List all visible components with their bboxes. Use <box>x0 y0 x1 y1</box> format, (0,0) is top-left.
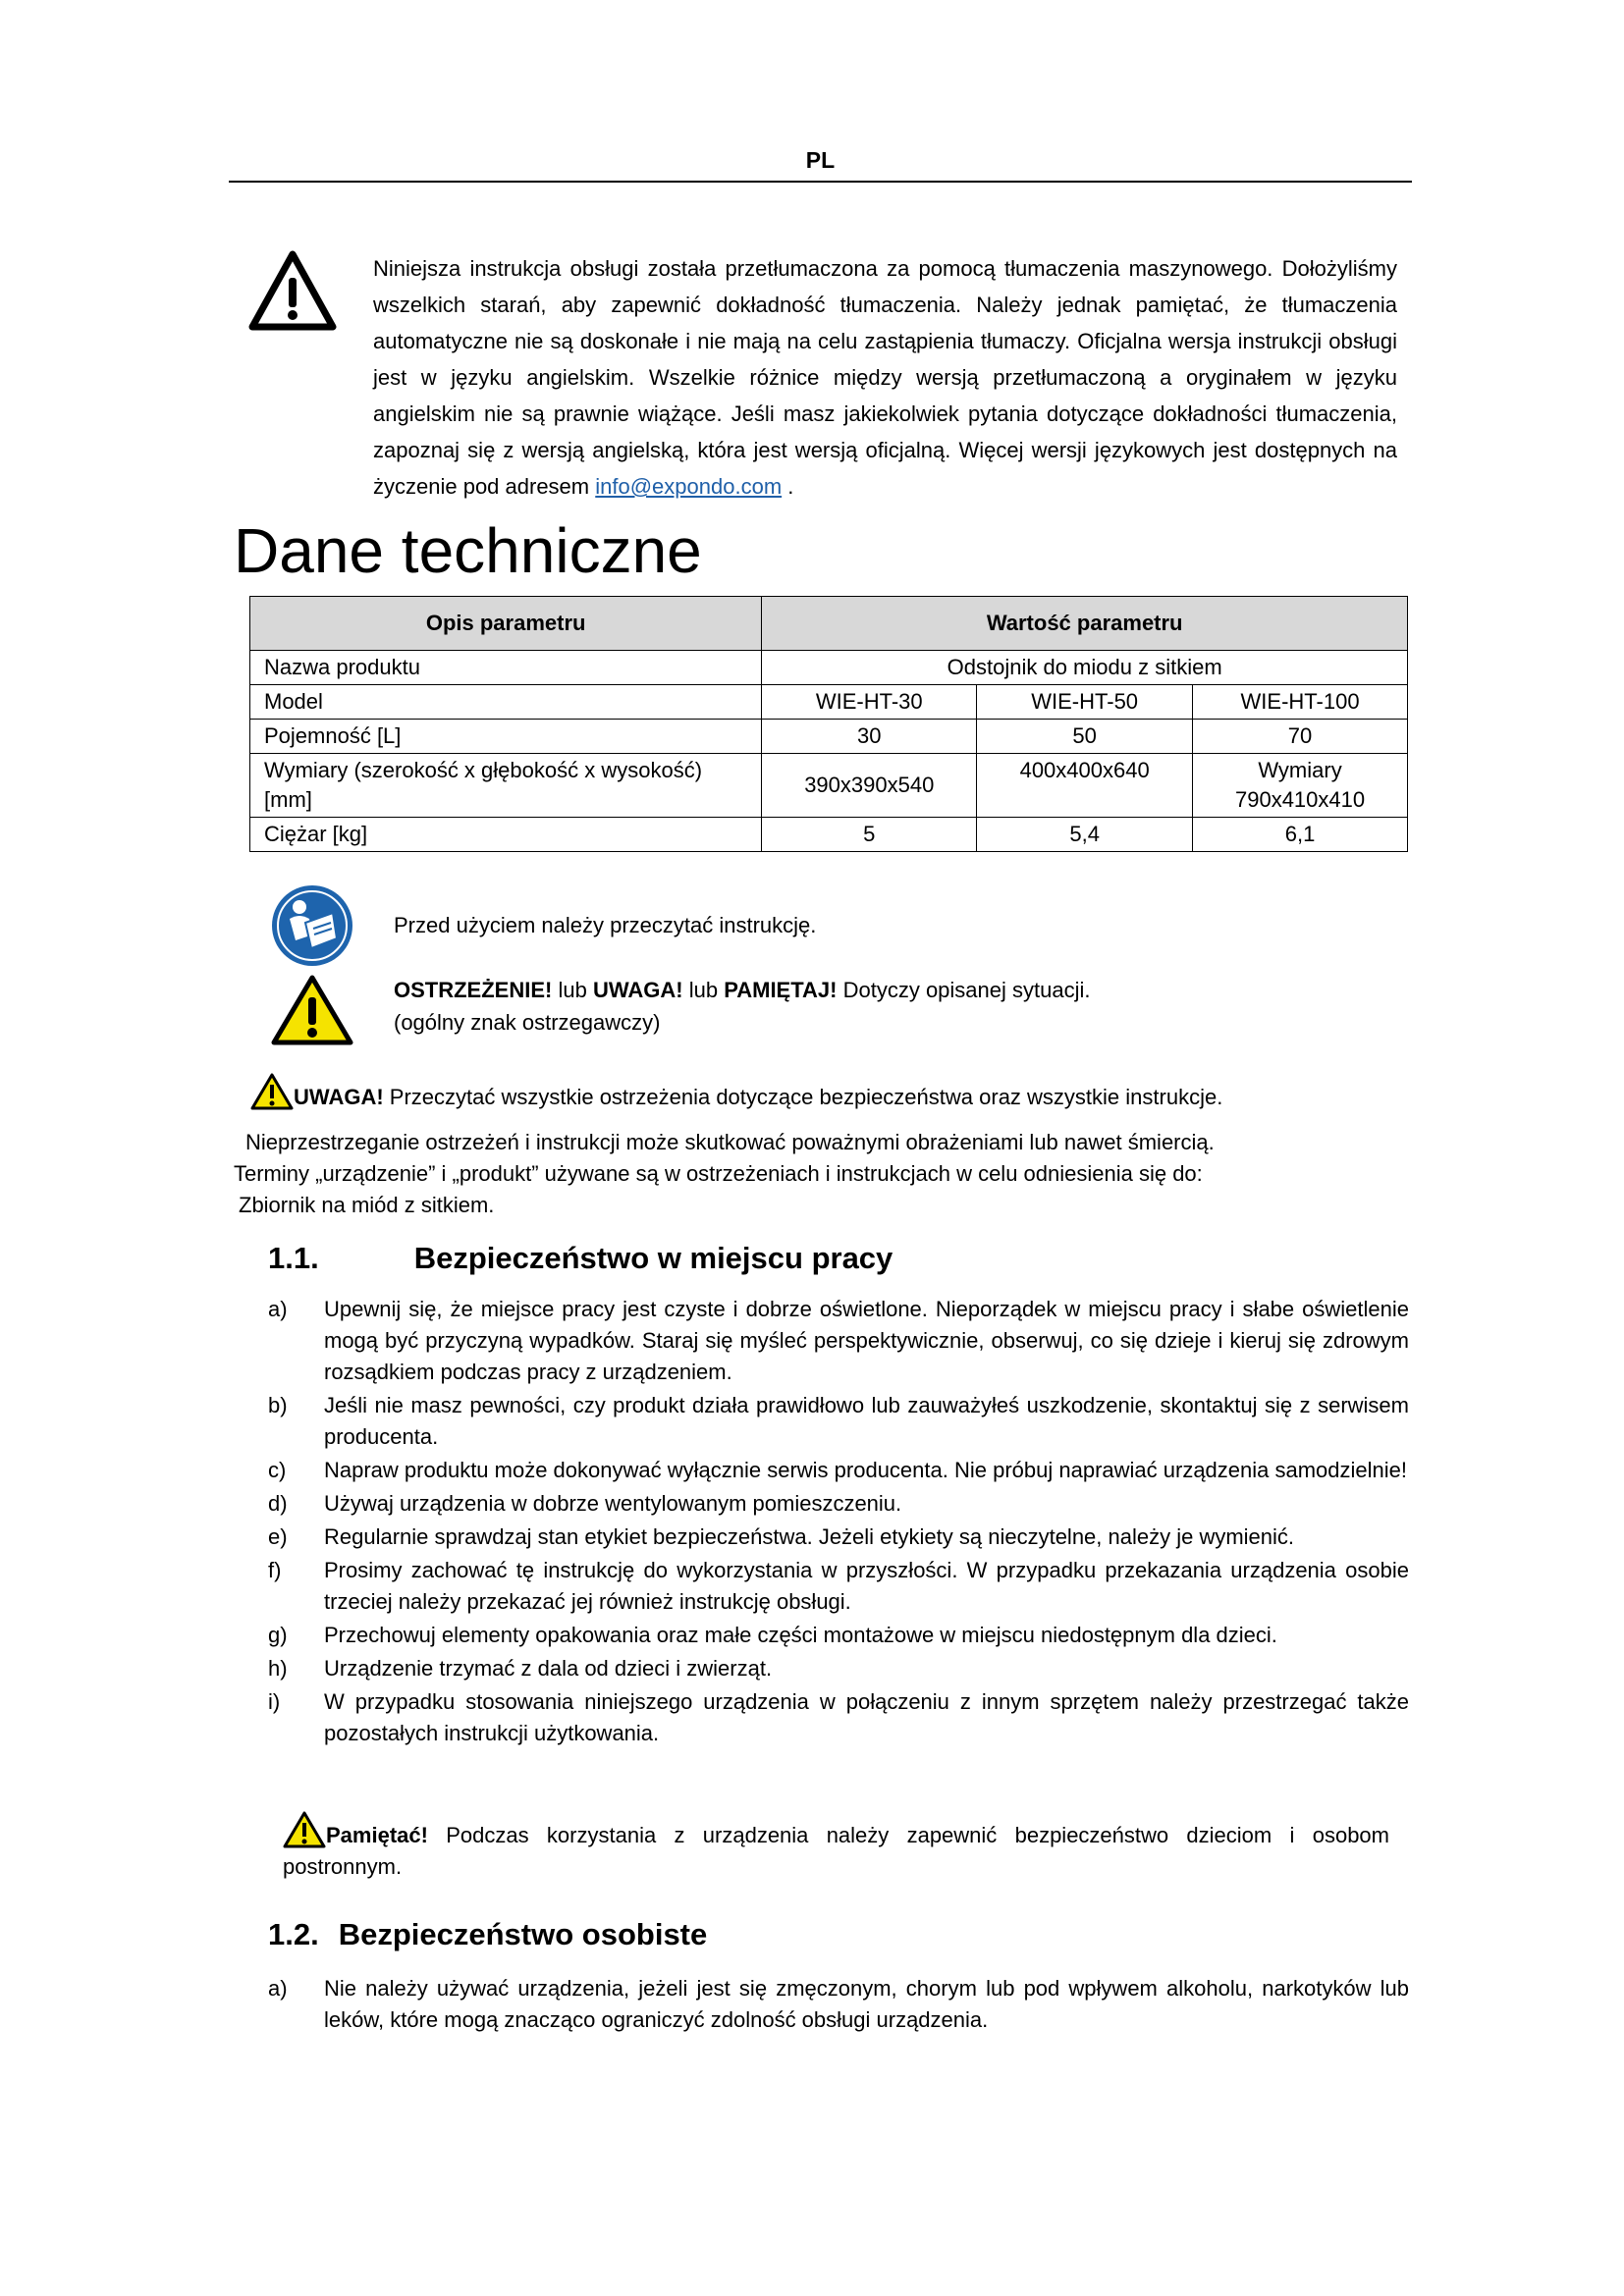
table-cell: WIE-HT-50 <box>977 685 1193 720</box>
table-header-cell: Wartość parametru <box>762 597 1408 651</box>
symbol-read-manual-text: Przed użyciem należy przeczytać instrukcję. <box>394 913 817 937</box>
table-cell: WIE-HT-30 <box>762 685 977 720</box>
table-header-cell: Opis parametru <box>250 597 762 651</box>
table-cell: 50 <box>977 720 1193 754</box>
table-row <box>250 818 1408 852</box>
table-row <box>250 720 1408 754</box>
list-item: b) Jeśli nie masz pewności, czy produkt działa prawidłowo lub zauważyłeś uszkodzenie, skontaktuj się z serwisem producenta. <box>268 1393 1409 1449</box>
warning-block-line1: UWAGA! Przeczytać wszystkie ostrzeżenia dotyczące bezpieczeństwa oraz wszystkie instrukcje. <box>250 1073 1389 1113</box>
table-cell: 6,1 <box>1193 818 1408 852</box>
table-cell: Pojemność [L] <box>250 720 762 754</box>
spec-table <box>249 596 1408 852</box>
table-row <box>250 685 1408 720</box>
table-cell: 390x390x540 <box>762 754 977 818</box>
table-cell: 70 <box>1193 720 1408 754</box>
general-warning-icon <box>270 974 354 1046</box>
list-item: a) Nie należy używać urządzenia, jeżeli jest się zmęczonym, chorym lub pod wpływem alkoholu, narkotyków lub leków, które mogą znacząco ograniczyć zdolność obsługi urządzenia. <box>268 1976 1409 2032</box>
table-cell: 5,4 <box>977 818 1193 852</box>
warning-block-line3: Terminy „urządzenie” i „produkt” używane są w ostrzeżeniach i instrukcjach w celu odniesienia się do: <box>234 1161 1203 1186</box>
list-item: d) Używaj urządzenia w dobrze wentylowanym pomieszczeniu. <box>268 1491 902 1516</box>
table-row <box>250 651 1408 685</box>
table-cell: 5 <box>762 818 977 852</box>
symbol-warning-text-line2: (ogólny znak ostrzegawczy) <box>394 1010 661 1035</box>
table-cell: WIE-HT-100 <box>1193 685 1408 720</box>
section-1-2-list <box>265 1973 1409 2038</box>
table-cell: Model <box>250 685 762 720</box>
list-item: f) Prosimy zachować tę instrukcję do wykorzystania w przyszłości. W przypadku przekazania urządzenia osobie trzeciej należy przekazać jej również instrukcję obsługi. <box>268 1558 1409 1614</box>
table-cell: 30 <box>762 720 977 754</box>
table-cell: Wymiary (szerokość x głębokość x wysokość) [mm] <box>250 754 762 818</box>
table-cell: Nazwa produktu <box>250 651 762 685</box>
table-cell: Wymiary 790x410x410 <box>1193 754 1408 818</box>
list-item: a) Upewnij się, że miejsce pracy jest czyste i dobrze oświetlone. Nieporządek w miejscu pracy i słabe oświetlenie mogą być przyczyną wypadków. Staraj się myśleć perspektywicznie, obserwuj, co się dzieje i kieruj się zdrowym rozsądkiem podczas pracy z urządzeniem. <box>268 1297 1409 1384</box>
table-header-row <box>250 597 1408 651</box>
list-item: i) W przypadku stosowania niniejszego urządzenia w połączeniu z innym sprzętem należy przestrzegać także pozostałych instrukcji użytkowania. <box>268 1689 1409 1745</box>
list-item: c) Napraw produktu może dokonywać wyłącznie serwis producenta. Nie próbuj naprawiać urządzenia samodzielnie! <box>268 1458 1408 1482</box>
email-link[interactable]: info@expondo.com <box>595 474 783 499</box>
warning-block-line2: Nieprzestrzeganie ostrzeżeń i instrukcji może skutkować poważnymi obrażeniami lub nawet śmiercią. <box>245 1130 1215 1154</box>
table-cell: Ciężar [kg] <box>250 818 762 852</box>
section-1-1-heading: 1.1. Bezpieczeństwo w miejscu pracy <box>268 1241 893 1275</box>
section-title: Dane techniczne <box>234 515 702 586</box>
list-item: g) Przechowuj elementy opakowania oraz małe części montażowe w miejscu niedostępnym dla dzieci. <box>268 1623 1277 1647</box>
warning-triangle-icon <box>248 250 337 331</box>
list-item: e) Regularnie sprawdzaj stan etykiet bezpieczeństwa. Jeżeli etykiety są nieczytelne, należy je wymienić. <box>268 1524 1295 1549</box>
notice-text: Niniejsza instrukcja obsługi została przetłumaczona za pomocą tłumaczenia maszynowego. Dołożyliśmy wszelkich starań, aby zapewnić dokładność tłumaczenia. Należy jednak pamiętać, że tłumaczenia automatyczne nie są doskonałe i nie mają na celu zastąpienia tłumaczy. Oficjalna wersja instrukcji obsługi jest w języku angielskim. Wszelkie różnice między wersją przetłumaczoną a oryginałem w języku angielskim nie są prawnie wiążące. Jeśli masz jakiekolwiek pytania dotyczące dokładności tłumaczenia, zapoznaj się z wersją angielską, która jest wersją oficjalną. Więcej wersji językowych jest dostępnych na życzenie pod adresem info@expondo.com . <box>373 256 1397 499</box>
section-1-1-list <box>265 1294 1409 1751</box>
remember-note: Pamiętać! Podczas korzystania z urządzenia należy zapewnić bezpieczeństwo dzieciom i osobom postronnym. <box>283 1811 1389 1883</box>
symbol-warning-text: OSTRZEŻENIE! lub UWAGA! lub PAMIĘTAJ! Dotyczy opisanej sytuacji. <box>394 978 1091 1002</box>
list-item: h) Urządzenie trzymać z dala od dzieci i zwierząt. <box>268 1656 773 1681</box>
warning-icon <box>250 1073 294 1110</box>
section-1-2-heading: 1.2. Bezpieczeństwo osobiste <box>268 1917 708 1951</box>
warning-icon <box>283 1811 326 1848</box>
page-header <box>229 139 1412 183</box>
read-manual-icon <box>270 883 354 968</box>
language-code: PL <box>805 147 836 173</box>
warning-block-line4: Zbiornik na miód z sitkiem. <box>239 1193 495 1217</box>
table-cell: 400x400x640 <box>977 754 1193 818</box>
table-row <box>250 754 1408 818</box>
table-cell: Odstojnik do miodu z sitkiem <box>762 651 1408 685</box>
